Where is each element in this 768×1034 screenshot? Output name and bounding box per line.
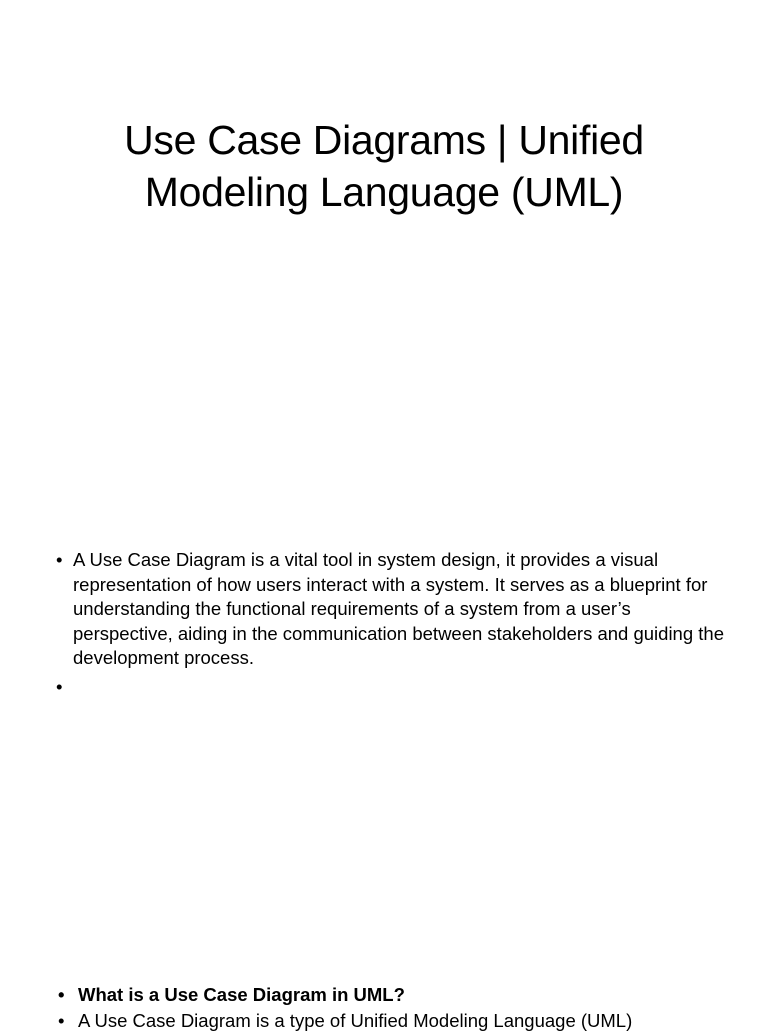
bullet-dot: • bbox=[58, 1010, 65, 1031]
bullet-item bbox=[56, 548, 726, 671]
bullet-dot: • bbox=[56, 549, 63, 570]
bullet-list bbox=[56, 548, 726, 699]
next-section-list bbox=[56, 982, 726, 1034]
bullet-text: A Use Case Diagram is a vital tool in system design, it provides a visual representation of how users interact with a system. It serves as a blueprint for understanding the functional requirements of a system from a user’s perspective, aiding in the communication between stakeholders and guiding the development process. bbox=[73, 549, 724, 668]
section-partial-text: A Use Case Diagram is a type of Unified Modeling Language (UML) bbox=[78, 1010, 633, 1031]
section-heading-item bbox=[56, 982, 726, 1008]
slide-title: Use Case Diagrams | Unified Modeling Language (UML) bbox=[124, 117, 644, 215]
bullet-dot: • bbox=[58, 984, 65, 1005]
section-heading: What is a Use Case Diagram in UML? bbox=[78, 984, 405, 1005]
bullet-dot: • bbox=[56, 675, 63, 697]
bullet-item-empty bbox=[56, 675, 726, 700]
section-text-item bbox=[56, 1008, 726, 1034]
